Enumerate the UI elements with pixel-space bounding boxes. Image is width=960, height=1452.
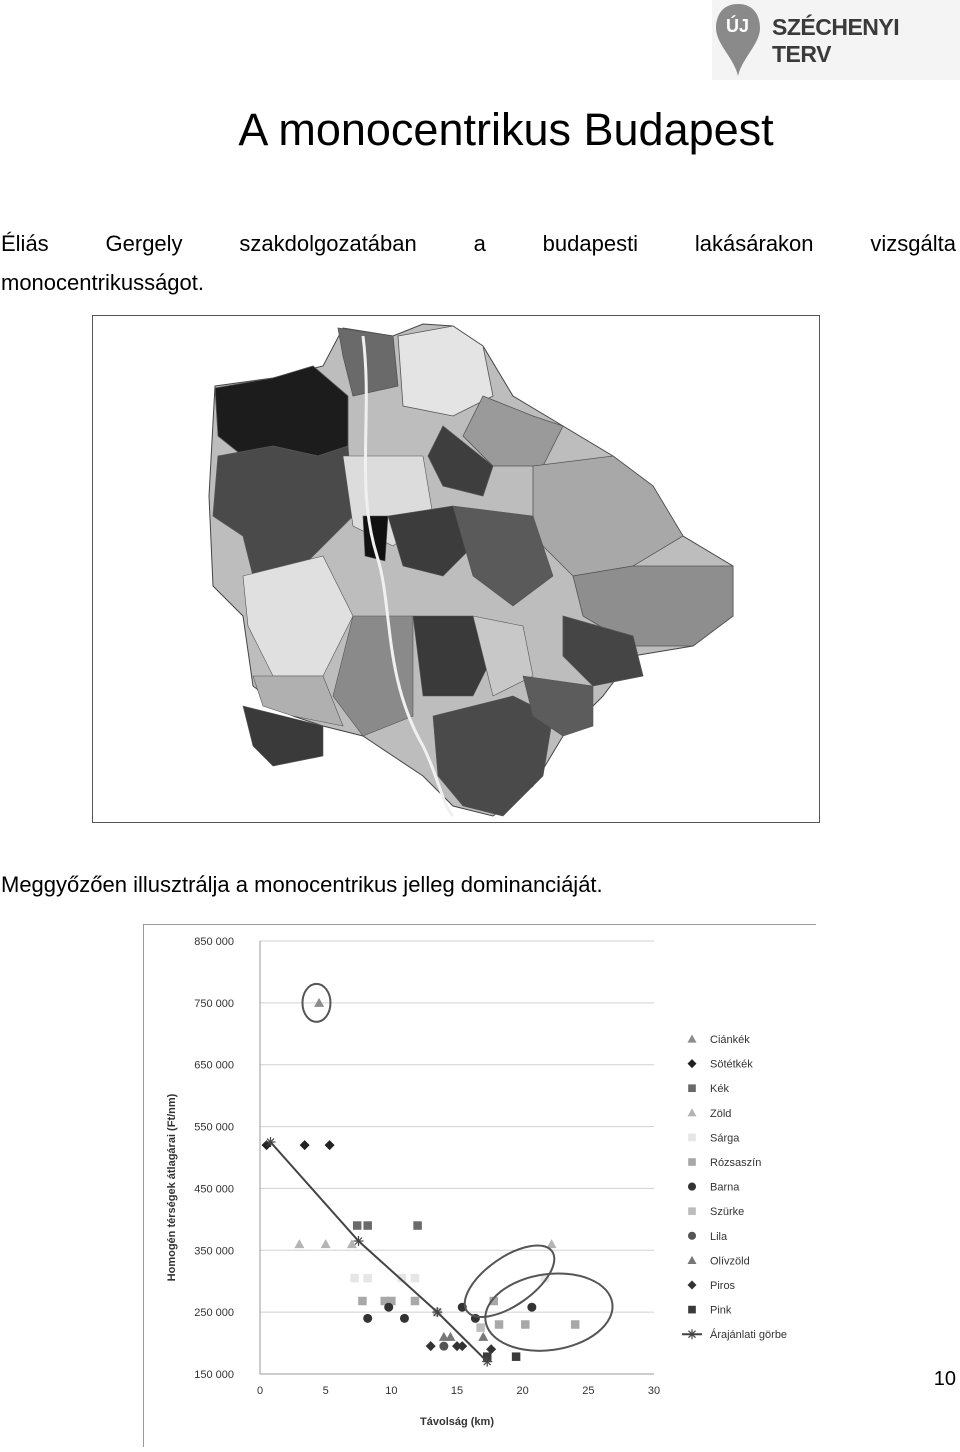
data-point bbox=[314, 998, 324, 1007]
x-tick-label: 10 bbox=[385, 1385, 398, 1397]
y-axis-label: Homogén térségek átlagárai (Ft/nm) bbox=[166, 1093, 178, 1282]
data-point bbox=[363, 1274, 372, 1283]
data-point bbox=[521, 1320, 530, 1329]
data-point bbox=[426, 1341, 436, 1351]
legend-label: Árajánlati görbe bbox=[710, 1329, 788, 1342]
x-tick-label: 15 bbox=[450, 1385, 464, 1397]
y-tick-label: 650 000 bbox=[194, 1059, 234, 1072]
legend-marker bbox=[688, 1281, 697, 1290]
x-tick-label: 5 bbox=[322, 1385, 329, 1397]
intro-word: lakásárakon bbox=[694, 231, 814, 256]
data-point bbox=[321, 1239, 331, 1248]
data-point bbox=[358, 1297, 367, 1306]
legend-marker bbox=[688, 1059, 697, 1068]
legend-marker bbox=[688, 1232, 696, 1240]
legend-label: Pink bbox=[710, 1304, 732, 1317]
y-tick-label: 750 000 bbox=[194, 997, 234, 1010]
legend-label: Olívzöld bbox=[710, 1255, 750, 1268]
legend-label: Szürke bbox=[710, 1206, 745, 1219]
data-point bbox=[478, 1332, 488, 1341]
page-title: A monocentrikus Budapest bbox=[238, 104, 774, 155]
data-point bbox=[413, 1221, 422, 1230]
data-point bbox=[571, 1320, 580, 1329]
legend-label: Zöld bbox=[710, 1107, 732, 1120]
chart-caption: Meggyőzően illusztrálja a monocentrikus jelleg dominanciáját. bbox=[1, 872, 603, 897]
data-point bbox=[495, 1320, 504, 1329]
intro-word: vizsgálta bbox=[870, 231, 956, 256]
data-point bbox=[439, 1342, 448, 1351]
intro-paragraph bbox=[1, 224, 956, 302]
data-point bbox=[400, 1314, 409, 1323]
data-point bbox=[294, 1239, 304, 1248]
data-point bbox=[350, 1274, 359, 1283]
budapest-district-map bbox=[93, 316, 819, 822]
intro-line-1 bbox=[1, 224, 956, 263]
legend-marker bbox=[688, 1183, 696, 1191]
intro-word: a bbox=[473, 231, 486, 256]
data-point bbox=[411, 1274, 420, 1283]
data-point bbox=[445, 1332, 455, 1341]
data-point bbox=[527, 1303, 536, 1312]
logo-text: SZÉCHENYI TERV bbox=[772, 14, 900, 67]
data-point bbox=[325, 1140, 335, 1150]
legend-marker bbox=[687, 1329, 697, 1339]
legend-label: Kék bbox=[710, 1083, 729, 1096]
intro-word: budapesti bbox=[542, 231, 639, 256]
legend-marker bbox=[688, 1256, 697, 1264]
legend-marker bbox=[688, 1306, 696, 1314]
legend-label: Sárga bbox=[710, 1132, 740, 1145]
y-tick-label: 850 000 bbox=[194, 936, 234, 948]
map-district-north-light bbox=[398, 326, 493, 416]
data-point bbox=[411, 1297, 420, 1306]
budapest-map bbox=[92, 315, 820, 823]
y-tick-label: 450 000 bbox=[194, 1183, 234, 1196]
legend-marker bbox=[688, 1158, 696, 1166]
legend-marker bbox=[688, 1207, 696, 1215]
x-tick-label: 20 bbox=[516, 1385, 529, 1397]
legend-label: Ciánkék bbox=[710, 1034, 750, 1046]
price-curve-line bbox=[271, 1142, 488, 1362]
intro-word: Éliás bbox=[1, 231, 49, 256]
data-point bbox=[457, 1341, 467, 1351]
x-tick-label: 30 bbox=[647, 1385, 661, 1397]
map-district-nw-darkest bbox=[215, 366, 348, 456]
legend-label: Piros bbox=[710, 1280, 736, 1292]
legend-label: Rózsaszín bbox=[710, 1157, 762, 1169]
data-point bbox=[512, 1352, 520, 1361]
legend-label: Barna bbox=[710, 1181, 740, 1194]
x-tick-label: 25 bbox=[582, 1385, 595, 1397]
legend-marker bbox=[688, 1035, 697, 1043]
page-number: 10 bbox=[933, 1368, 956, 1390]
data-point bbox=[476, 1323, 485, 1332]
legend-marker bbox=[688, 1084, 696, 1092]
y-tick-label: 350 000 bbox=[194, 1245, 234, 1258]
data-point bbox=[363, 1314, 372, 1323]
data-point bbox=[363, 1221, 372, 1230]
intro-word: Gergely bbox=[105, 231, 183, 256]
intro-word: szakdolgozatában bbox=[239, 231, 417, 256]
legend-label: Sötétkék bbox=[710, 1058, 753, 1071]
scatter-chart-svg bbox=[144, 925, 816, 1447]
data-point bbox=[384, 1303, 393, 1312]
y-tick-label: 150 000 bbox=[194, 1369, 234, 1381]
legend-marker bbox=[688, 1108, 697, 1116]
price-distance-chart bbox=[143, 924, 816, 1447]
intro-line-2: monocentrikusságot. bbox=[1, 270, 204, 295]
data-point bbox=[353, 1221, 362, 1230]
logo-prefix: ÚJ bbox=[726, 16, 750, 36]
y-tick-label: 250 000 bbox=[194, 1307, 234, 1320]
x-axis-label: Távolság (km) bbox=[420, 1416, 494, 1428]
y-tick-label: 550 000 bbox=[194, 1121, 234, 1134]
legend-label: Lila bbox=[710, 1230, 728, 1243]
legend-marker bbox=[688, 1134, 696, 1142]
x-tick-label: 0 bbox=[256, 1385, 264, 1397]
data-point bbox=[300, 1140, 310, 1150]
